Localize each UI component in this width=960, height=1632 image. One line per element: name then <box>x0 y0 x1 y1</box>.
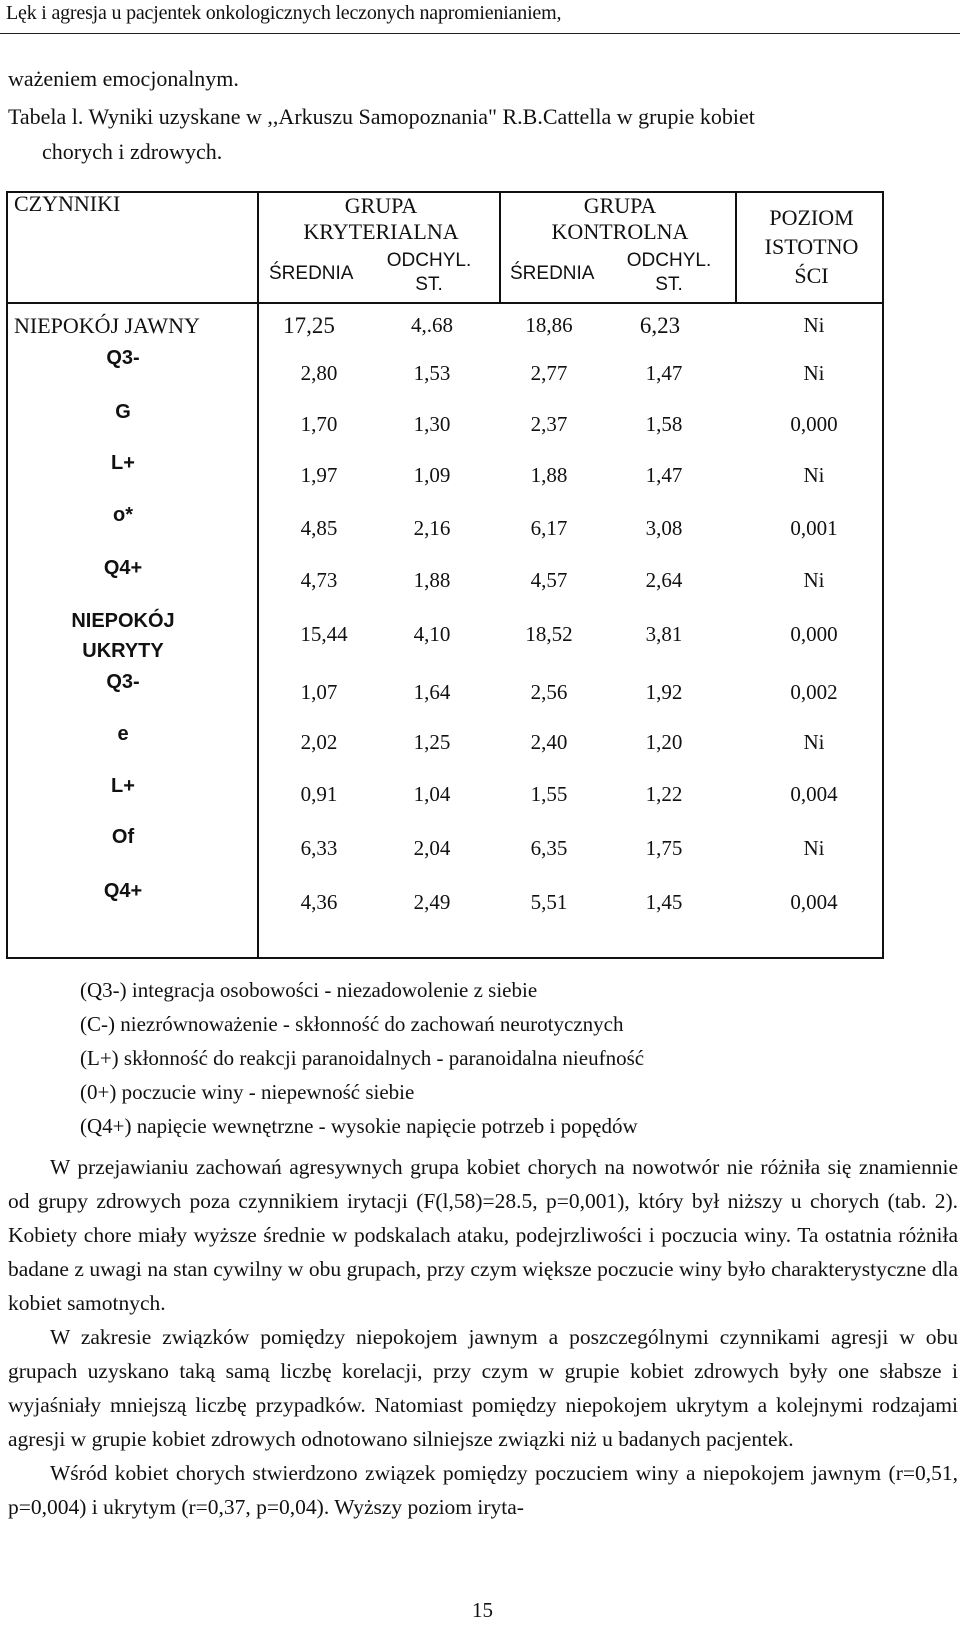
cell-mean-criterion: 2,02 <box>300 730 338 754</box>
cell-sd-control: 1,22 <box>645 782 683 806</box>
cell-mean-control: 2,40 <box>530 730 568 754</box>
legend-item: (Q3-) integracja osobowości - niezadowolenie z siebie <box>80 978 538 1002</box>
row-label: Q3- <box>106 671 140 693</box>
cell-sd-control: 3,08 <box>645 516 683 540</box>
cell-mean-criterion: 4,85 <box>300 516 338 540</box>
cell-significance: 0,004 <box>790 890 838 914</box>
cell-sd-criterion: 2,04 <box>413 836 451 860</box>
cell-significance: Ni <box>803 836 825 860</box>
cell-mean-criterion: 6,33 <box>300 836 338 860</box>
group2-header-line2: KONTROLNA <box>551 219 689 244</box>
sig-header-line1: POZIOM <box>769 205 854 230</box>
cell-sd-criterion: 2,49 <box>413 890 451 914</box>
cell-mean-control: 1,88 <box>530 463 568 487</box>
cell-significance: 0,004 <box>790 782 838 806</box>
row-label: o* <box>113 504 133 526</box>
cell-sd-control: 3,81 <box>645 622 683 646</box>
cell-mean-criterion: 1,07 <box>300 680 338 704</box>
cell-significance: Ni <box>803 568 825 592</box>
group1-header <box>263 193 499 245</box>
sd-header-line1: ODCHYL. <box>626 250 712 271</box>
row-label-line2: UKRYTY <box>82 640 164 662</box>
cell-mean-criterion: 4,73 <box>300 568 338 592</box>
cell-mean-control: 2,56 <box>530 680 568 704</box>
header-rule <box>0 33 960 34</box>
row-label: e <box>117 723 129 745</box>
sd-header-line2: ST. <box>655 274 683 295</box>
cell-sd-control: 1,45 <box>645 890 683 914</box>
row-label: G <box>115 401 131 423</box>
group2-header <box>505 193 735 245</box>
row-label: Q4+ <box>103 880 143 902</box>
cell-mean-criterion: 17,25 <box>283 313 335 338</box>
cell-sd-control: 2,64 <box>645 568 683 592</box>
cell-sd-criterion: 1,64 <box>413 680 451 704</box>
sd-header-line1: ODCHYL. <box>386 250 472 271</box>
cell-mean-control: 18,52 <box>525 622 573 646</box>
cell-mean-criterion: 15,44 <box>300 622 348 646</box>
cell-sd-control: 1,92 <box>645 680 683 704</box>
cell-mean-criterion: 1,70 <box>300 412 338 436</box>
cell-mean-criterion: 1,97 <box>300 463 338 487</box>
paragraph: W zakresie związków pomiędzy niepokojem jawnym a poszczególnymi czynnikami agresji w obu grupach uzyskano taką samą liczbę korelacji, przy czym w grupie kobiet zdrowych były one słabsze i wyjaśniały mniejszą liczbę przypadków. Natomiast pomiędzy niepokojem ukrytym a kolejnymi rodzajami agresji w grupie kobiet zdrowych odnotowano silniejsze związki niż u badanych pacjentek. <box>8 1325 958 1451</box>
sd-header <box>374 249 484 297</box>
intro-line: ważeniem emocjonalnym. <box>8 66 239 91</box>
legend-item: (C-) niezrównoważenie - skłonność do zachowań neurotycznych <box>80 1012 624 1036</box>
sig-header-line2: ISTOTNO <box>764 234 859 259</box>
cell-sd-control: 1,47 <box>645 463 683 487</box>
legend-item: (L+) skłonność do reakcji paranoidalnych - paranoidalna nieufność <box>80 1046 645 1070</box>
cell-significance: 0,002 <box>790 680 838 704</box>
body-text <box>8 1150 958 1524</box>
paragraph: W przejawianiu zachowań agresywnych grupa kobiet chorych na nowotwór nie różniła się znamiennie od grupy zdrowych poza czynnikiem irytacji (F(l,58)=28.5, p=0,001), który był niższy u chorych (tab. 2). Kobiety chore miały wyższe średnie w podskalach ataku, podejrzliwości i poczucia winy. Ta ostatnia różniła badane z uwagi na stan cywilny w obu grupach, przy czym większe poczucie winy było charakterystyczne dla kobiet samotnych. <box>8 1155 958 1315</box>
group1-header-line2: KRYTERIALNA <box>303 219 459 244</box>
cell-sd-criterion: 1,88 <box>413 568 451 592</box>
cell-mean-control: 2,37 <box>530 412 568 436</box>
legend-item: (0+) poczucie winy - niepewność siebie <box>80 1080 415 1104</box>
table-caption-line1: Tabela l. Wyniki uzyskane w ,,Arkuszu Samopoznania" R.B.Cattella w grupie kobiet <box>8 104 755 129</box>
mean-header: ŚREDNIA <box>269 263 354 284</box>
row-label: Of <box>111 826 135 848</box>
sig-header-line3: ŚCI <box>794 263 829 288</box>
cell-significance: Ni <box>803 313 825 337</box>
cell-sd-control: 1,75 <box>645 836 683 860</box>
sd-header <box>614 249 724 297</box>
cell-significance: 0,001 <box>790 516 838 540</box>
cell-significance: Ni <box>803 730 825 754</box>
cell-sd-control: 1,20 <box>645 730 683 754</box>
cell-mean-criterion: 4,36 <box>300 890 338 914</box>
cell-sd-control: 6,23 <box>639 313 681 338</box>
table-divider <box>499 193 501 303</box>
mean-header: ŚREDNIA <box>510 263 595 284</box>
running-title: Lęk i agresja u pacjentek onkologicznych leczonych napromienianiem, <box>6 2 562 24</box>
cell-significance: Ni <box>803 361 825 385</box>
table-divider <box>257 193 259 957</box>
cell-mean-control: 6,17 <box>530 516 568 540</box>
row-label: L+ <box>111 452 135 474</box>
group1-header-line1: GRUPA <box>344 193 418 218</box>
cell-mean-criterion: 2,80 <box>300 361 338 385</box>
cell-sd-control: 1,47 <box>645 361 683 385</box>
results-table <box>6 191 884 959</box>
table-header-divider <box>8 302 882 304</box>
cell-sd-criterion: 1,09 <box>413 463 451 487</box>
cell-significance: 0,000 <box>790 622 838 646</box>
row-label-line1: NIEPOKÓJ <box>71 610 175 632</box>
page-number: 15 <box>472 1598 493 1622</box>
cell-sd-criterion: 1,25 <box>413 730 451 754</box>
cell-mean-control: 4,57 <box>530 568 568 592</box>
cell-mean-control: 6,35 <box>530 836 568 860</box>
cell-sd-criterion: 1,04 <box>413 782 451 806</box>
cell-significance: 0,000 <box>790 412 838 436</box>
group2-header-line1: GRUPA <box>583 193 657 218</box>
cell-sd-criterion: 1,53 <box>413 361 451 385</box>
row-label: NIEPOKÓJ JAWNY <box>14 313 200 338</box>
cell-significance: Ni <box>803 463 825 487</box>
cell-mean-control: 5,51 <box>530 890 568 914</box>
table-caption-line2: chorych i zdrowych. <box>42 139 223 164</box>
cell-sd-criterion: 4,10 <box>413 622 451 646</box>
cell-mean-control: 2,77 <box>530 361 568 385</box>
cell-mean-control: 18,86 <box>525 313 573 337</box>
cell-sd-control: 1,58 <box>645 412 683 436</box>
factors-header: CZYNNIKI <box>14 191 121 216</box>
paragraph: Wśród kobiet chorych stwierdzono związek pomiędzy poczuciem winy a niepokojem jawnym (r=0,51, p=0,004) i ukrytym (r=0,37, p=0,04). Wyższy poziom iryta- <box>8 1461 958 1519</box>
cell-mean-control: 1,55 <box>530 782 568 806</box>
cell-sd-criterion: 4,.68 <box>411 313 453 337</box>
row-label: Q3- <box>106 347 140 369</box>
cell-mean-criterion: 0,91 <box>300 782 338 806</box>
row-label: L+ <box>111 775 135 797</box>
cell-sd-criterion: 1,30 <box>413 412 451 436</box>
row-label: Q4+ <box>103 557 143 579</box>
cell-sd-criterion: 2,16 <box>413 516 451 540</box>
significance-header <box>737 203 886 290</box>
sd-header-line2: ST. <box>415 274 443 295</box>
legend-item: (Q4+) napięcie wewnętrzne - wysokie napięcie potrzeb i popędów <box>80 1114 638 1138</box>
